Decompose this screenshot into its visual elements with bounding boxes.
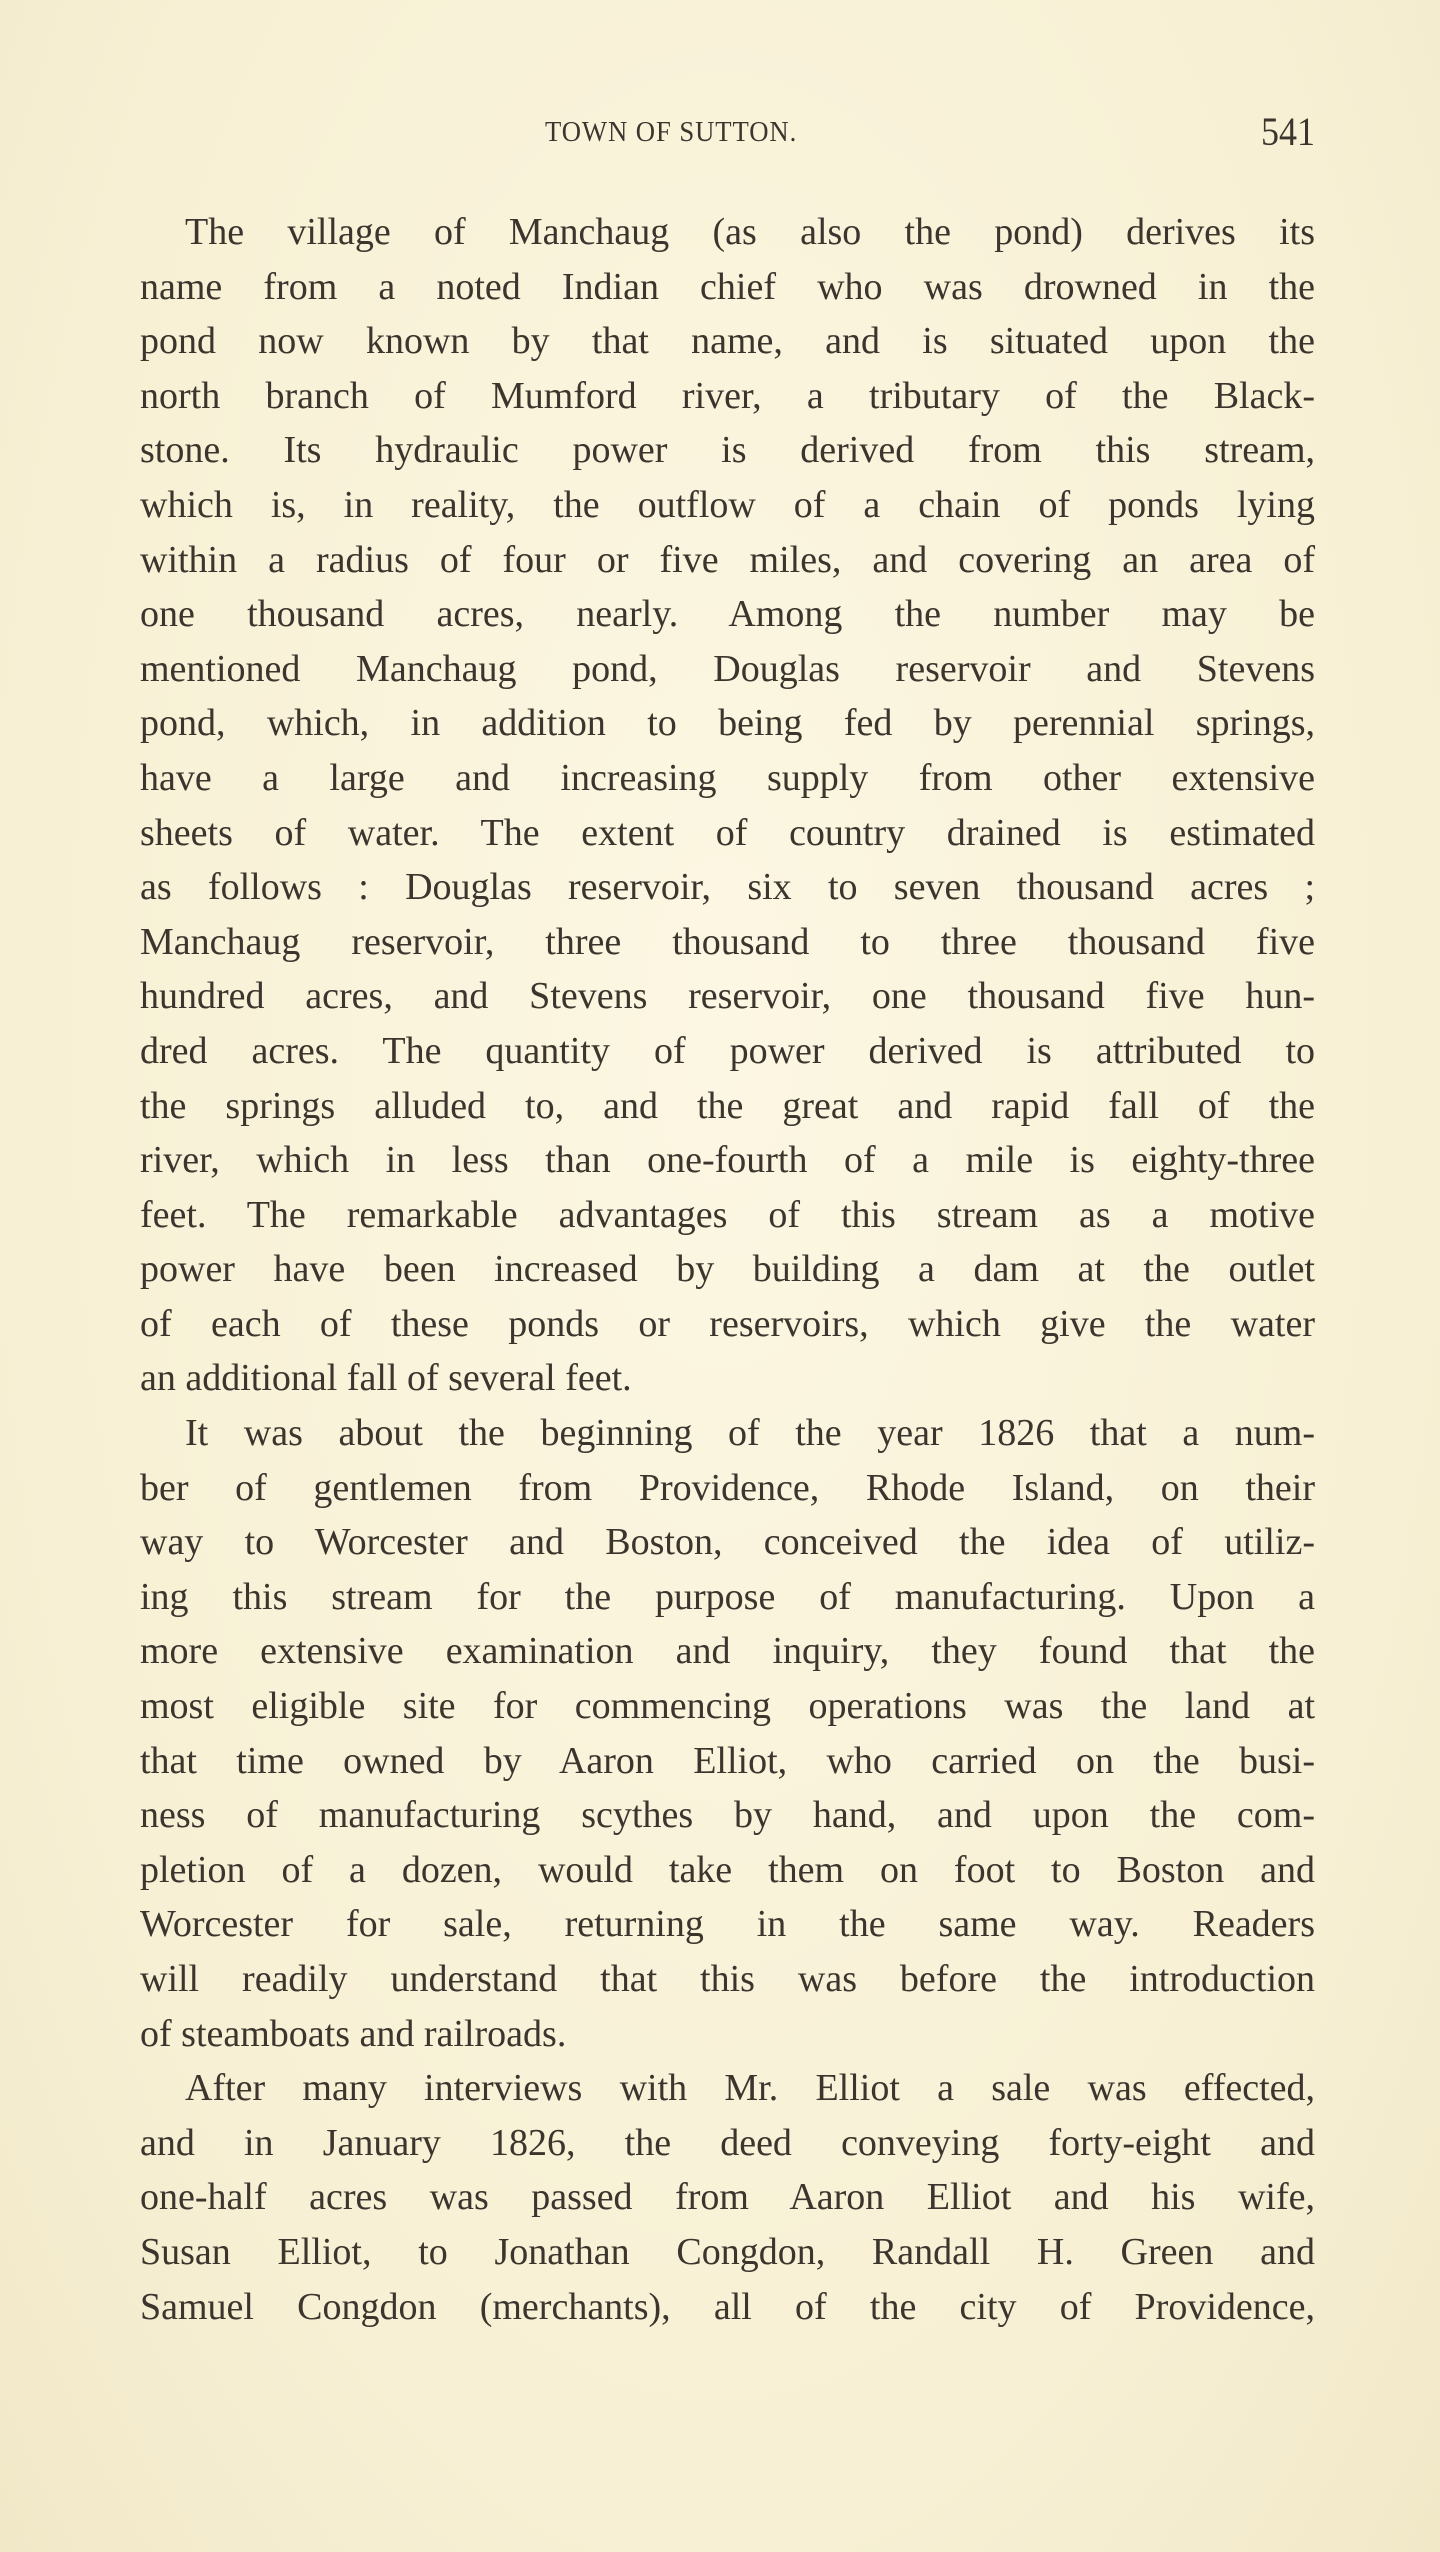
text-line: one-half acres was passed from Aaron Elliot and his wife, <box>140 2176 1315 2219</box>
text-line: power have been increased by building a dam at the outlet <box>140 1248 1315 1291</box>
text-line: have a large and increasing supply from other extensive <box>140 756 1315 799</box>
page-number: 541 <box>1261 109 1315 154</box>
text-line: stone. Its hydraulic power is derived from this stream, <box>140 429 1315 472</box>
text-line: dred acres. The quantity of power derived is attributed to <box>140 1029 1315 1072</box>
text-line: ber of gentlemen from Providence, Rhode Island, on their <box>140 1466 1315 1509</box>
text-line: within a radius of four or five miles, and covering an area of <box>140 538 1315 581</box>
text-line: The village of Manchaug (as also the pond) derives its <box>185 211 1315 253</box>
text-line: river, which in less than one-fourth of a mile is eighty-three <box>140 1139 1315 1182</box>
text-line: will readily understand that this was before the introduction <box>140 1958 1315 2000</box>
paragraph <box>140 2061 1315 2334</box>
text-line: which is, in reality, the outflow of a chain of ponds lying <box>140 483 1315 526</box>
text-line: and in January 1826, the deed conveying forty-eight and <box>140 2121 1315 2164</box>
page-body-text <box>140 205 1315 2334</box>
text-line: that time owned by Aaron Elliot, who carried on the busi- <box>140 1739 1315 1782</box>
page-header <box>140 109 1315 154</box>
text-line: mentioned Manchaug pond, Douglas reservoir and Stevens <box>140 647 1315 690</box>
text-line: hundred acres, and Stevens reservoir, one thousand five hun- <box>140 975 1315 1018</box>
text-line: feet. The remarkable advantages of this stream as a motive <box>140 1193 1315 1236</box>
text-line: more extensive examination and inquiry, they found that the <box>140 1630 1315 1673</box>
text-line: the springs alluded to, and the great and rapid fall of the <box>140 1084 1315 1127</box>
text-line: It was about the beginning of the year 1826 that a num- <box>185 1412 1315 1455</box>
text-line: one thousand acres, nearly. Among the number may be <box>140 593 1315 636</box>
text-line: of steamboats and railroads. <box>140 2012 567 2055</box>
running-title: TOWN OF SUTTON. <box>545 116 798 148</box>
text-line: of each of these ponds or reservoirs, which give the water <box>140 1302 1315 1345</box>
text-line: Samuel Congdon (merchants), all of the city of Providence, <box>140 2285 1315 2328</box>
text-line: pond now known by that name, and is situated upon the <box>140 320 1315 363</box>
text-line: name from a noted Indian chief who was drowned in the <box>140 265 1315 308</box>
text-line: north branch of Mumford river, a tributary of the Black- <box>140 374 1315 417</box>
text-line: ing this stream for the purpose of manufacturing. Upon a <box>140 1575 1315 1618</box>
text-line: ness of manufacturing scythes by hand, and upon the com- <box>140 1794 1315 1837</box>
text-line: sheets of water. The extent of country drained is estimated <box>140 811 1315 854</box>
text-line: way to Worcester and Boston, conceived the idea of utiliz- <box>140 1521 1315 1564</box>
text-line: most eligible site for commencing operations was the land at <box>140 1685 1315 1728</box>
text-line: pletion of a dozen, would take them on foot to Boston and <box>140 1848 1315 1891</box>
text-line: Manchaug reservoir, three thousand to three thousand five <box>140 920 1315 963</box>
text-line: Susan Elliot, to Jonathan Congdon, Randall H. Green and <box>140 2230 1315 2273</box>
text-line: After many interviews with Mr. Elliot a sale was effected, <box>185 2067 1315 2110</box>
text-line: Worcester for sale, returning in the same way. Readers <box>140 1903 1315 1946</box>
paragraph <box>140 1406 1315 2061</box>
text-line: as follows : Douglas reservoir, six to seven thousand acres ; <box>140 866 1315 909</box>
text-line: pond, which, in addition to being fed by perennial springs, <box>140 702 1315 745</box>
text-line: an additional fall of several feet. <box>140 1357 632 1400</box>
paragraph <box>140 205 1315 1406</box>
